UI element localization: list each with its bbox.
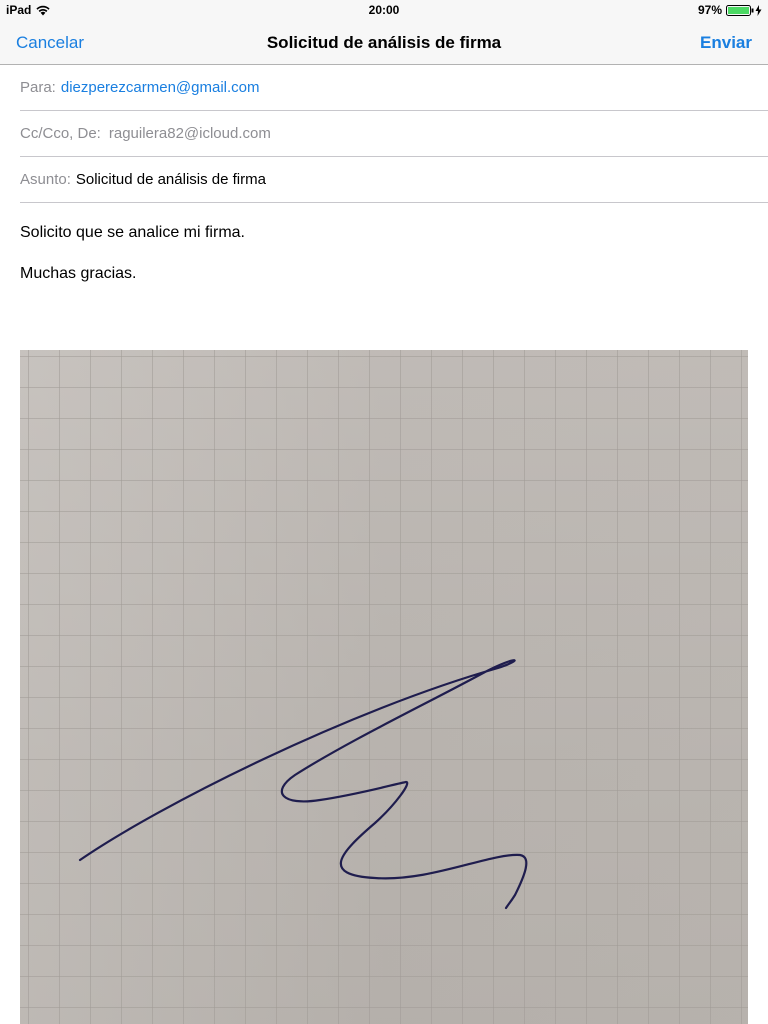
page-title: Solicitud de análisis de firma <box>266 33 502 52</box>
charging-icon <box>755 5 762 16</box>
cancel-button[interactable]: Cancelar <box>16 33 85 52</box>
signature-drawing <box>20 350 748 1024</box>
send-button[interactable]: Enviar <box>700 33 752 52</box>
nav-bar <box>0 20 768 65</box>
to-recipient[interactable]: diezperezcarmen@gmail.com <box>60 79 260 96</box>
from-address[interactable]: raguilera82@icloud.com <box>108 125 271 142</box>
to-label: Para: <box>20 79 56 96</box>
cc-from-field[interactable] <box>20 111 768 157</box>
subject-field[interactable] <box>20 157 768 203</box>
subject-label: Asunto: <box>20 171 71 188</box>
status-time: 20:00 <box>368 3 400 17</box>
carrier-label: iPad <box>6 3 32 17</box>
signature-image-attachment[interactable] <box>20 350 748 1024</box>
battery-percentage: 97% <box>697 3 722 17</box>
body-line-1[interactable]: Solicito que se analice mi firma. <box>20 224 245 241</box>
to-field[interactable] <box>20 65 768 111</box>
battery-icon <box>726 5 754 16</box>
status-right <box>698 3 762 17</box>
cc-label: Cc/Cco, De: <box>20 125 101 142</box>
status-bar <box>0 0 768 20</box>
subject-input[interactable]: Solicitud de análisis de firma <box>75 171 266 188</box>
body-line-2[interactable]: Muchas gracias. <box>20 265 137 282</box>
